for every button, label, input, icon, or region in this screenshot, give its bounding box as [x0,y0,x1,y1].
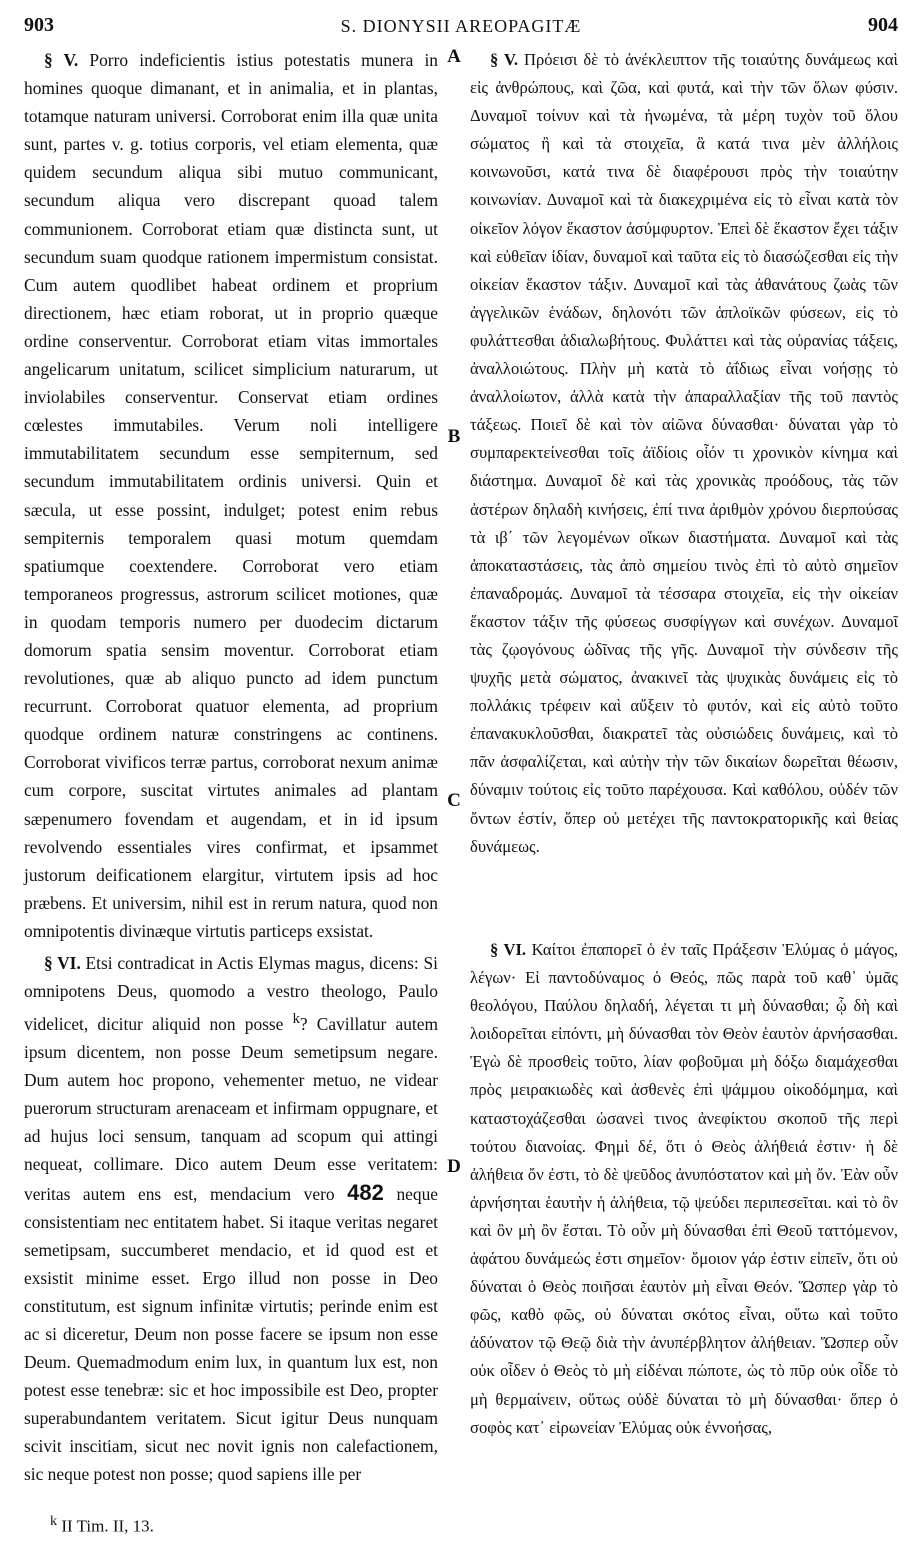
greek-section-6-text: Καίτοι ἐπαπορεῖ ὁ ἐν ταῖς Πράξεσιν Ἐλύμας ὁ μάγος, λέγων· Εἰ παντοδύναμος ὁ Θεός, πῶς παρὰ τοῦ καθ᾿ ὑμᾶς θεολόγου, Παύλου δηλαδή, λέγεται τι μὴ δύνασθαι; ᾧ δὴ καὶ λοιδορεῖται εἰπόντι, μὴ δύνασθαι τὸν Θεὸν ἑαυτὸν ἀρνήσασθαι. Ἐγὼ δὲ προσθεὶς τοῦτο, λίαν φοβοῦμαι μὴ δόξω διαμάχεσθαι πρὸς μειρακιωδὲς καὶ ἀσθενὲς ἐπὶ ψάμμου οἰκοδόμημα, καὶ καταστοχάζεσθαι ὡσανεὶ τινος ἀνεφίκτου σκοποῦ τῆς περὶ τούτου διανοίας. Φημὶ δέ, ὅτι ὁ Θεὸς ἀλήθειά ἐστιν· ἡ δὲ ἀλήθεια ὄν ἐστι, τὸ δὲ ψεῦδος ἀνυπόστατον καὶ μὴ ὄν. Ἐὰν οὖν ἀρνήσηται ἑαυτὴν ἡ ἀλήθεια, τῷ ψεύδει περιπεσεῖται. καὶ τὸ ὂν καὶ ὂν μὴ ὂν ἔσται. Τὸ οὖν μὴ δύνασθαι ἐπὶ Θεοῦ ταττόμενον, ἀφάτου δυνάμεώς ἐστι σημεῖον· ὅμοιον γάρ ἐστιν εἰπεῖν, ὅτι οὐ δύναται ὁ Θεὸς ποιῆσαι ἑαυτὸν μὴ εἶναι Θεόν. Ὥσπερ γὰρ τὸ φῶς, καθὸ φῶς, οὐ δύναται σκότος εἶναι, οὕτω καὶ τοῦτο ἀδύνατον τῷ Θεῷ διὰ τὴν ἀνυπέρβλητον ἀλήθειαν. Ὥσπερ οὖν οὐκ οἶδεν ὁ Θεὸς τὸ μὴ εἰδέναι πώποτε, ὡς τὸ πῦρ οὐκ οἶδε τὸ μὴ θερμαίνειν, οὕτως οὐδὲ δύναται τὸ μὴ δύνασθαι· ὅπερ ὁ σοφὸς κατ᾿ εἰρωνείαν Ἐλύμας οὐκ ἐννοήσας, [470,940,898,1437]
latin-section-6-label: § VI. [44,953,81,973]
greek-section-6 [470,936,898,1442]
margin-marker-d: D [447,1156,461,1177]
latin-section-6 [24,949,438,1489]
latin-section-5-text: Porro indeficientis istius potestatis munera in homines quoque dimanant, et in animalia, et in plantas, totamque naturam universi. Corroborat enim illa quæ unita sunt, partes v. g. totius corporis, vel etiam elementa, quæ quidem secundum aliqua sibi mutuo communicant, secundum aliqua vero discrepant quoad talem communionem. Corroborat etiam quæ distincta sunt, ut secundum suam quodque rationem impermistum consistat. Cum autem quodlibet habeat ordinem et proprium directionem, hæc etiam roborat, ut in proprio quæque ordine conserventur. Corroborat etiam vitas immortales angelicarum unitatum, scilicet simplicium naturarum, ut inviolabiles conserventur. Conservat etiam ordines cœlestes immutabiles. Verum noli intelligere immutabilitatem secundum esse sempiternum, sed secundum immutabilitatem ordinis universi. Quin et sæcula, ut esse possint, indulget; potest enim rebus sempiternis temporalem quasi motum quemdam spatiumque coextendere. Corroborat vero etiam temporaneos progressus, astrorum scilicet motiones, quæ in quodam temporis numero per duodecim dictarum domorum spatia sensim moventur. Corroborat etiam revolutiones, quæ ab aliquo puncto ad idem punctum recurrunt. Corroborat quatuor elementa, ad proprium quodque ordinem naturæ constringens ac continens. Corroborat vivificos terræ partus, corroborat nexum animæ cum corpore, suscitat virtutes animales ad plantam sæpenumero fovendam et augendam, et in id ipsum revolvendo essentiales vires confirmat, et ipsammet justorum deificationem elargitur, virtutem ipsis ad hoc præbens. Et universim, nihil est in rerum natura, quod non omnipotentis divinæque virtutis particeps exsistat. [24,50,438,941]
footnote-mark: k [50,1513,58,1529]
left-page-number: 903 [24,14,54,36]
greek-section-5-text: Πρόεισι δὲ τὸ ἀνέκλειπτον τῆς τοιαύτης δυνάμεως καὶ εἰς ἀνθρώπους, καὶ ζῶα, καὶ φυτά, καὶ τὴν τῶν ὅλων φύσιν. Δυναμοῖ τοίνυν καὶ τὰ ἡνωμένα, τὰ μέρη τυχὸν τοῦ ὅλου σώματος ἢ καὶ τὰ στοιχεῖα, ἃ κατά τινα μὲν ἀλλήλοις κοινωνοῦσι, κατά τινα δὲ διαφέρουσι πρὸς τὴν τοιαύτην κοινωνίαν. Δυναμοῖ καὶ τὰ διακεχριμένα εἰς τὸ εἶναι κατὰ τὸν οἰκεῖον λόγον ἕκαστον ἀσύμφυρτον. Ἐπεὶ δὲ ἕκαστον ἔχει τάξιν καὶ εὐθεῖαν ἰδίαν, δυναμοῖ καὶ ταῦτα εἰς τὸ διασώζεσθαι εἰς τὴν οἰκείαν ἕκαστον τάξιν. Δυναμοῖ καὶ τὰς ἀθανάτους ζωὰς τῶν ἀγγελικῶν ἑνάδων, δηλονότι τῶν ἁπλοϊκῶν φύσεων, εἰς τὸ φυλάττεσθαι ἀδιαλωβήτους. Φυλάττει καὶ τὰς οὐρανίας τάξεις, ἀναλλοιώτους. Πλὴν μὴ κατὰ τὸ ἀΐδιως εἶναι νοήσῃς τὸ ἀναλλοίωτον, ἀλλὰ κατὰ τὴν ἀπαραλλαξίαν τῆς τοῦ παντὸς τάξεως. Ποιεῖ δὲ καὶ τὸν αἰῶνα δύνασθαι· δύναται γὰρ τὸ συμπαρεκτείνεσθαι τοῖς ἀϊδίοις οἷόν τι χρονικὸν κίνημα καὶ διάστημα. Δυναμοῖ δὲ καὶ τὰς χρονικὰς προόδους, τὰς τῶν ἀστέρων δηλαδὴ κινήσεις, ἐπί τινα ἀριθμὸν χρόνου διερπούσας τὰ ιβ΄ τῶν λεγομένων οἴκων διαστήματα. Δυναμοῖ καὶ τὰς ἀποκαταστάσεις, τὰς ἀπὸ σημείου τινὸς ἐπὶ τὸ αὐτὸ σημεῖον ἐπαναδρομάς. Δυναμοῖ τὰ τέσσαρα στοιχεῖα, εἰς τὴν οἰκείαν ἕκαστον τάξιν τῆς φύσεως συσφίγγων καὶ συνέχων. Δυναμοῖ τὰς ζῳογόνους ὠδῖνας τῆς γῆς. Δυναμοῖ τὴν σύνδεσιν τῆς ψυχῆς μετὰ σώματος, ἀνακινεῖ τὰς ψυχικὰς δυνάμεις εἰς τὸ πολλάκις τρέφειν καὶ αὔξειν τὸ φυτόν, καὶ εἰς αὐτὸ τοῦτο ἐπανακυκλοῦσθαι, διακρατεῖ τὰς οὐσιώδεις δυνάμεις, καὶ τὸ πᾶν ἀσφαλίζεται, καὶ αὐτὴν τὴν τῶν δικαίων δωρεῖται θέωσιν, δύναμιν τούτοις εἰς τοῦτο παρέχουσα. Καὶ καθόλου, οὐδέν τῶν ὄντων ἐστίν, ὅπερ οὐ μετέχει τῆς παντοκρατορικῆς καὶ θείας δυνάμεως. [470,50,898,856]
latin-section-6-text-c: neque consistentiam nec entitatem habet. Si itaque veritas negaret semetipsam, succumberet mendacio, et id quod est et exsistit minime esset. Ergo illud non posse in Deo constitutum, est signum infinitæ virtutis; perinde enim est ac si diceretur, Deum non posse facere se ipsum non esse Deum. Quemadmodum enim lux, in quantum lux est, non potest esse tenebræ: sic et hoc impossibile est Deo, propter superabundantem veritatem. Sicut igitur Deus nunquam scivit inscitiam, sicut nec novit ignis non calefactionem, sic neque potest non posse; quod sapiens ille per [24,1183,438,1485]
latin-section-6-text-a: Etsi contradicat in Actis Elymas magus, dicens: Si omnipotens Deus, quomodo a vestro theologo, Paulo videlicet, dicitur aliquid non posse [24,953,438,1034]
margin-marker-b: B [447,426,461,447]
patrologia-page-number: 482 [347,1179,384,1205]
latin-section-5-label: § V. [44,50,79,70]
greek-section-5-label: § V. [490,50,518,69]
latin-column [24,46,438,1489]
footnote-text: II Tim. II, 13. [61,1516,154,1536]
greek-column-section-6 [470,936,898,1442]
greek-section-5 [470,46,898,861]
latin-section-6-text-b: ? Cavillatur autem ipsum dicentem, non posse Deum semetipsum negare. Dum autem hoc propono, vehementer metuo, ne videar puerorum structuram arenaceam et infirmam oppugnare, et ad hujus loci sensum, tanquam ad scopum qui attingi nequeat, collimare. Dico autem Deum esse veritatem: veritas autem ens est, mendacium vero [24,1013,438,1204]
greek-section-6-label: § VI. [490,940,527,959]
footnote-reference: k [292,1011,300,1028]
running-title: S. DIONYSII AREOPAGITÆ [340,16,582,36]
running-header [24,14,898,42]
margin-marker-c: C [447,790,461,811]
right-page-number: 904 [868,14,898,36]
greek-column [470,46,898,861]
latin-section-5 [24,46,438,945]
footnote [50,1513,154,1537]
margin-marker-a: A [447,46,461,67]
